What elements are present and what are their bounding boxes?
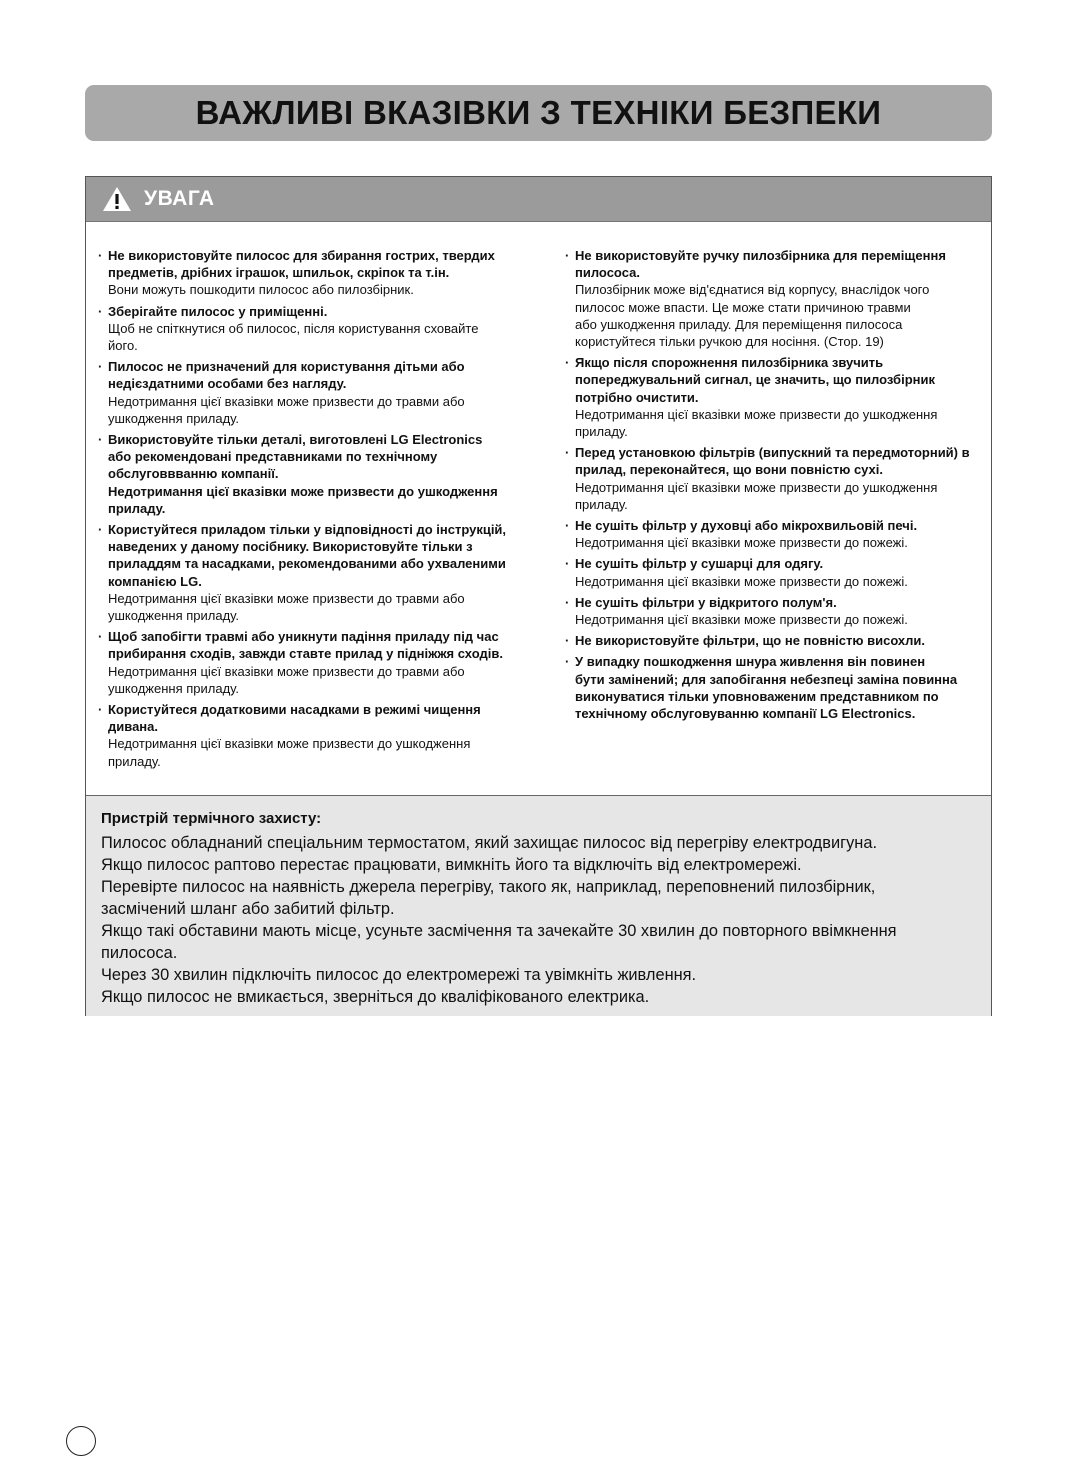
warning-item-bold: · Користуйтеся приладом тільки у відповідності до інструкцій, наведених у даному посібнику. Використовуйте тільки з приладдям та насадками, рекомендованими або ухваленими компанією LG. (108, 522, 507, 589)
title-bar (85, 85, 992, 141)
warning-item (96, 701, 510, 770)
warning-item (563, 555, 977, 589)
thermal-line: Якщо такі обставини мають місце, усуньте засмічення та зачекайте 30 хвилин до повторного ввімкнення (101, 922, 897, 940)
warning-item (563, 247, 977, 350)
warning-item (563, 517, 977, 551)
warning-item (563, 653, 977, 722)
warning-item-text: Недотримання цієї вказівки може призвести до пожежі. (575, 535, 908, 551)
thermal-line: Якщо пилосос раптово перестає працювати, вимкніть його та відключіть від електромережі. (101, 856, 802, 874)
warning-item-bold: · Не використовуйте фільтри, що не повністю висохли. (575, 633, 926, 649)
warning-item-text: Недотримання цієї вказівки може призвести до травми або ушкодження приладу. (108, 663, 465, 696)
warning-item (96, 521, 510, 624)
left-column (96, 247, 510, 774)
warning-item (563, 354, 977, 440)
right-column (563, 247, 977, 726)
warning-item-text: Недотримання цієї вказівки може призвести до ушкодження приладу. (108, 736, 471, 769)
thermal-text (101, 832, 981, 1008)
warning-item (96, 431, 510, 517)
warning-item-text: Недотримання цієї вказівки може призвести до ушкодження приладу. (575, 479, 938, 512)
thermal-line: Пилосос обладнаний спеціальним термостатом, який захищає пилосос від перегріву електродвигуна. (101, 834, 878, 852)
page-number-circle (66, 1426, 96, 1456)
warning-header (86, 177, 991, 222)
warning-item (96, 358, 510, 427)
thermal-line: Через 30 хвилин підключіть пилосос до електромережі та увімкніть живлення. (101, 966, 697, 984)
warning-box (85, 176, 992, 1016)
thermal-protection-section (86, 795, 991, 1016)
page-title: ВАЖЛИВІ ВКАЗІВКИ З ТЕХНІКИ БЕЗПЕКИ (195, 94, 882, 131)
warning-item-text: Недотримання цієї вказівки може призвести до пожежі. (575, 573, 908, 589)
warning-item-bold: · Перед установкою фільтрів (випускний та передмоторний) в прилад, переконайтеся, що вони повністю сухі. (575, 445, 970, 478)
warning-item (96, 628, 510, 697)
warning-item (563, 594, 977, 628)
warning-item-bold: · Використовуйте тільки деталі, виготовлені LG Electronics або рекомендовані представниками по технічному обслуговвванню компанії. Недотримання цієї вказівки може призвести до ушкодження приладу. (108, 432, 498, 516)
warning-label: УВАГА (144, 187, 215, 210)
warning-item-bold: · Не сушіть фільтри у відкритого полум'я. (575, 594, 837, 610)
warning-item-bold: · У випадку пошкодження шнура живлення він повинен бути замінений; для запобігання небезпеці заміна повинна виконуватися тільки уповноваженим представником по технічному обслуговуванню компанії LG Electronics. (575, 654, 958, 722)
thermal-line: Якщо пилосос не вмикається, зверніться до кваліфікованого електрика. (101, 988, 650, 1006)
thermal-line: пилососа. (101, 944, 178, 962)
warning-item-text: Щоб не спіткнутися об пилосос, після користування сховайте його. (108, 320, 479, 354)
warning-item-bold: · Користуйтеся додатковими насадками в режимі чищення дивана. (108, 702, 481, 735)
warning-item-bold: · Не використовуйте ручку пилозбірника для переміщення пилососа. (575, 248, 946, 281)
warning-item-text: Недотримання цієї вказівки може призвести до ушкодження приладу. (575, 406, 938, 440)
warning-item-text: Недотримання цієї вказівки може призвести до травми або ушкодження приладу. (108, 590, 465, 624)
warning-item-text: Вони можуть пошкодити пилосос або пилозбірник. (108, 282, 414, 298)
warning-item-bold: · Не сушіть фільтр у сушарці для одягу. (575, 556, 824, 572)
thermal-heading: Пристрій термічного захисту: (101, 810, 322, 827)
warning-item-text: Пилозбірник може від'єднатися від корпусу, внаслідок чого пилосос може впасти. Це може стати причиною травми або ушкодження приладу. Для переміщення пилососа користуйтеся тільки ручкою для носіння. (Стор. 19) (575, 282, 930, 350)
warning-triangle-icon (102, 186, 132, 212)
warning-item-bold: · Якщо після спорожнення пилозбірника звучить попереджувальний сигнал, це значить, що пилозбірник потрібно очистити. (575, 355, 935, 405)
warning-item (563, 444, 977, 513)
warning-item (563, 632, 977, 649)
warning-item-text: Недотримання цієї вказівки може призвести до травми або ушкодження приладу. (108, 393, 465, 426)
warning-item-bold: · Не використовуйте пилосос для збирання гострих, твердих предметів, дрібних іграшок, шпильок, скріпок та т.ін. (108, 248, 495, 281)
thermal-line: Перевірте пилосос на наявність джерела перегріву, такого як, наприклад, переповнений пилозбірник, (101, 878, 876, 896)
warning-item (96, 247, 510, 299)
warning-item (96, 303, 510, 355)
thermal-line: засмічений шланг або забитий фільтр. (101, 900, 395, 918)
warning-item-text: Недотримання цієї вказівки може призвести до пожежі. (575, 612, 908, 628)
warning-item-bold: · Щоб запобігти травмі або уникнути падіння приладу під час прибирання сходів, завжди ставте прилад у підніжжя сходів. (108, 629, 503, 662)
warning-item-bold: · Не сушіть фільтр у духовці або мікрохвильовій печі. (575, 518, 918, 534)
warning-item-bold: · Зберігайте пилосос у приміщенні. (108, 303, 328, 319)
warning-item-bold: · Пилосос не призначений для користування дітьми або недієздатними особами без нагляду. (108, 359, 465, 392)
